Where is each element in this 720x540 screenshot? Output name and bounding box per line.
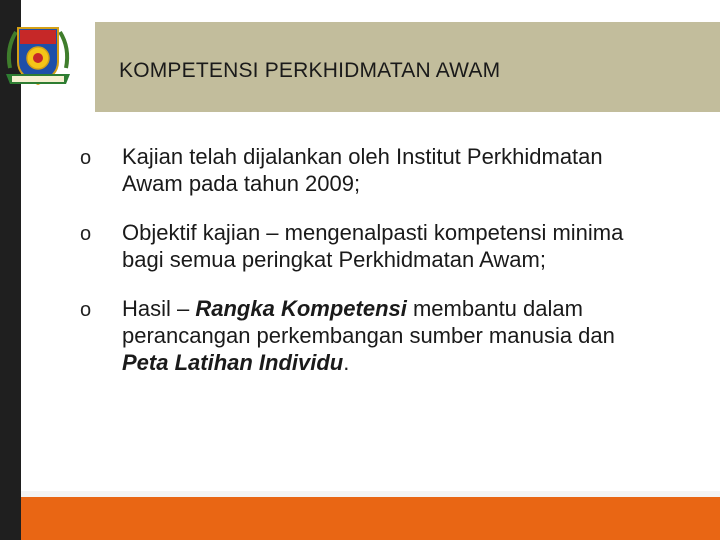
bullet-text — [122, 295, 642, 376]
bullet-suffix: . — [343, 350, 350, 375]
bullet-marker-icon: o — [80, 223, 92, 245]
slide-title: KOMPETENSI PERKHIDMATAN AWAM — [119, 59, 501, 82]
bullet-list — [80, 143, 680, 398]
list-item — [80, 295, 680, 376]
emphasis-rangka-kompetensi: Rangka Kompetensi — [195, 296, 407, 321]
bullet-middle: membantu dalam perancangan perkembangan sumber manusia dan — [122, 296, 615, 348]
emphasis-peta-latihan: Peta Latihan Individu — [122, 350, 344, 375]
list-item — [80, 219, 680, 273]
bullet-marker-icon: o — [80, 147, 92, 169]
footer-band — [21, 497, 720, 540]
bullet-prefix: Hasil – — [122, 296, 196, 321]
crest-emblem-icon — [2, 18, 74, 94]
bullet-text: Objektif kajian – mengenalpasti kompetensi minima bagi semua peringkat Perkhidmatan Awam; — [122, 220, 624, 272]
title-band — [95, 22, 720, 112]
bullet-marker-icon: o — [80, 299, 92, 321]
list-item — [80, 143, 680, 197]
bullet-text: Kajian telah dijalankan oleh Institut Perkhidmatan Awam pada tahun 2009; — [122, 144, 603, 196]
